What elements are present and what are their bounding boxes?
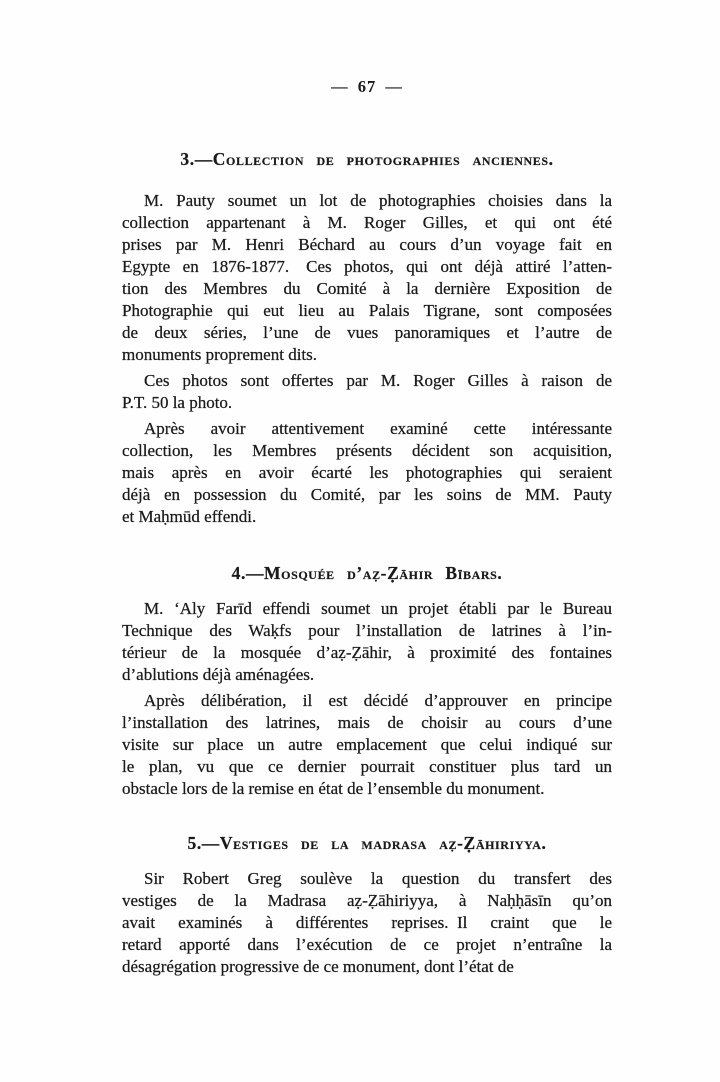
- text-line: mais après en avoir écarté les photographies qui seraient: [122, 463, 612, 482]
- text-line: déjà en possession du Comité, par les soins de MM. Pauty: [122, 485, 612, 504]
- section-3-paragraphs: [122, 190, 612, 528]
- text-line: le plan, vu que ce dernier pourrait constituer plus tard un: [122, 757, 612, 776]
- text-line: M. ‘Aly Farīd effendi soumet un projet établi par le Bureau: [144, 599, 612, 618]
- text-line: Sir Robert Greg soulève la question du transfert des: [144, 869, 612, 888]
- text-line: collection appartenant à M. Roger Gilles, et qui ont été: [122, 213, 612, 232]
- section-3: [122, 148, 612, 528]
- section-5: [122, 832, 612, 978]
- text-line: retard apporté dans l’exécution de ce projet n’entraîne la: [122, 935, 612, 954]
- paragraph: [122, 370, 612, 414]
- text-line: vestiges de la Madrasa aẓ-Ẓāhiriyya, à Naḥḥāsīn qu’on: [122, 891, 612, 910]
- text-line: Egypte en 1876-1877. Ces photos, qui ont déjà attiré l’atten-: [122, 257, 612, 276]
- text-line: M. Pauty soumet un lot de photographies choisies dans la: [144, 191, 612, 210]
- page-number: — 67 —: [331, 77, 403, 96]
- text-line: visite sur place un autre emplacement que celui indiqué sur: [122, 735, 612, 754]
- paragraph: [122, 598, 612, 686]
- paragraph: [122, 418, 612, 528]
- text-line: désagrégation progressive de ce monument, dont l’état de: [122, 957, 514, 976]
- text-line: térieur de la mosquée d’aẓ-Ẓāhir, à proximité des fontaines: [122, 643, 612, 662]
- text-line: Ces photos sont offertes par M. Roger Gilles à raison de: [144, 371, 612, 390]
- text-line: prises par M. Henri Béchard au cours d’un voyage fait en: [122, 235, 612, 254]
- text-line: collection, les Membres présents décident son acquisition,: [122, 441, 612, 460]
- section-4-heading: 4.—Mosquée d’aẓ-Ẓāhir Bībars.: [231, 563, 503, 583]
- paragraph: [122, 690, 612, 800]
- section-5-paragraphs: [122, 868, 612, 978]
- page-content: [122, 148, 612, 978]
- text-line: Après avoir attentivement examiné cette intéressante: [144, 419, 612, 438]
- section-3-heading: 3.—Collection de photographies anciennes.: [180, 149, 554, 169]
- section-5-heading: 5.—Vestiges de la madrasa aẓ-Ẓāhiriyya.: [187, 833, 547, 853]
- text-line: Technique des Waḳfs pour l’installation de latrines à l’in-: [122, 621, 612, 640]
- text-line: et Maḥmūd effendi.: [122, 507, 257, 526]
- text-line: Photographie qui eut lieu au Palais Tigrane, sont composées: [122, 301, 612, 320]
- text-line: Après délibération, il est décidé d’approuver en principe: [144, 691, 612, 710]
- section-4: [122, 562, 612, 800]
- paragraph: [122, 190, 612, 366]
- text-line: obstacle lors de la remise en état de l’ensemble du monument.: [122, 779, 545, 798]
- text-line: l’installation des latrines, mais de choisir au cours d’une: [122, 713, 612, 732]
- text-line: tion des Membres du Comité à la dernière Exposition de: [122, 279, 612, 298]
- text-line: P.T. 50 la photo.: [122, 393, 233, 412]
- text-line: de deux séries, l’une de vues panoramiques et l’autre de: [122, 323, 612, 342]
- text-column: [122, 0, 612, 978]
- text-line: d’ablutions déjà aménagées.: [122, 665, 315, 684]
- paragraph: [122, 868, 612, 978]
- section-4-paragraphs: [122, 598, 612, 800]
- text-line: avait examinés à différentes reprises. Il craint que le: [122, 913, 612, 932]
- text-line: monuments proprement dits.: [122, 345, 318, 364]
